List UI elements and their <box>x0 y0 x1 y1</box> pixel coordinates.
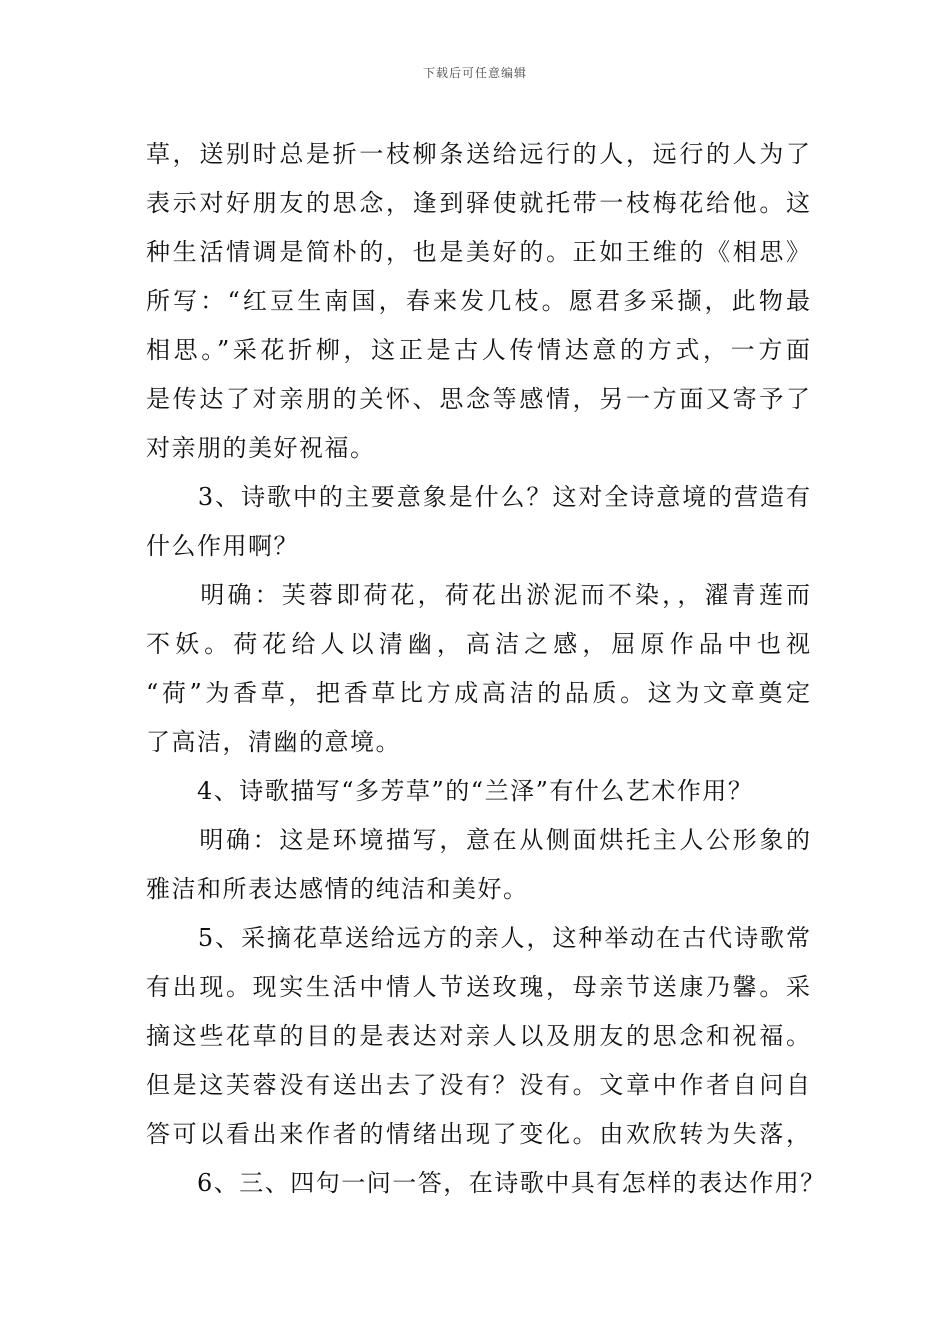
text-line: 所写：“红豆生南国，春来发几枝。愿君多采撷，此物最 <box>146 287 810 315</box>
question-line: 什么作用啊？ <box>146 532 299 560</box>
question-line: 3、诗歌中的主要意象是什么？这对全诗意境的营造有 <box>146 483 810 511</box>
answer-line: 明确：芙蓉即荷花，荷花出淤泥而不染，，濯青莲而 <box>146 581 810 609</box>
text-line: 草，送别时总是折一枝柳条送给远行的人，远行的人为了 <box>146 140 810 168</box>
answer-line: 雅洁和所表达感情的纯洁和美好。 <box>146 875 529 903</box>
text-line: 是传达了对亲朋的关怀、思念等感情，另一方面又寄予了 <box>146 385 810 413</box>
text-line: 相思。”采花折柳，这正是古人传情达意的方式，一方面 <box>146 336 810 364</box>
answer-line: 不妖。荷花给人以清幽，高洁之感，屈原作品中也视 <box>146 630 810 658</box>
page-header: 下载后可任意编辑 <box>422 66 527 80</box>
answer-line: “荷”为香草，把香草比方成高洁的品质。这为文章奠定 <box>146 679 810 707</box>
text-line: 表示对好朋友的思念，逢到驿使就托带一枝梅花给他。这 <box>146 189 810 217</box>
document-body <box>146 130 826 1208</box>
answer-line: 了高洁，清幽的意境。 <box>146 728 401 756</box>
question-line: 4、诗歌描写“多芳草”的“兰泽”有什么艺术作用？ <box>146 777 754 805</box>
question-line: 答可以看出来作者的情绪出现了变化。由欢欣转为失落， <box>146 1120 810 1148</box>
question-line: 有出现。现实生活中情人节送玫瑰，母亲节送康乃馨。采 <box>146 973 810 1001</box>
answer-line: 明确：这是环境描写，意在从侧面烘托主人公形象的 <box>146 826 810 854</box>
text-line: 种生活情调是简朴的，也是美好的。正如王维的《相思》 <box>146 238 810 266</box>
question-line: 5、采摘花草送给远方的亲人，这种举动在古代诗歌常 <box>146 924 810 952</box>
question-line: 6、三、四句一问一答，在诗歌中具有怎样的表达作用？ <box>146 1169 826 1197</box>
question-line: 摘这些花草的目的是表达对亲人以及朋友的思念和祝福。 <box>146 1022 810 1050</box>
text-line: 对亲朋的美好祝福。 <box>146 434 376 462</box>
question-line: 但是这芙蓉没有送出去了没有？没有。文章中作者自问自 <box>146 1071 810 1099</box>
